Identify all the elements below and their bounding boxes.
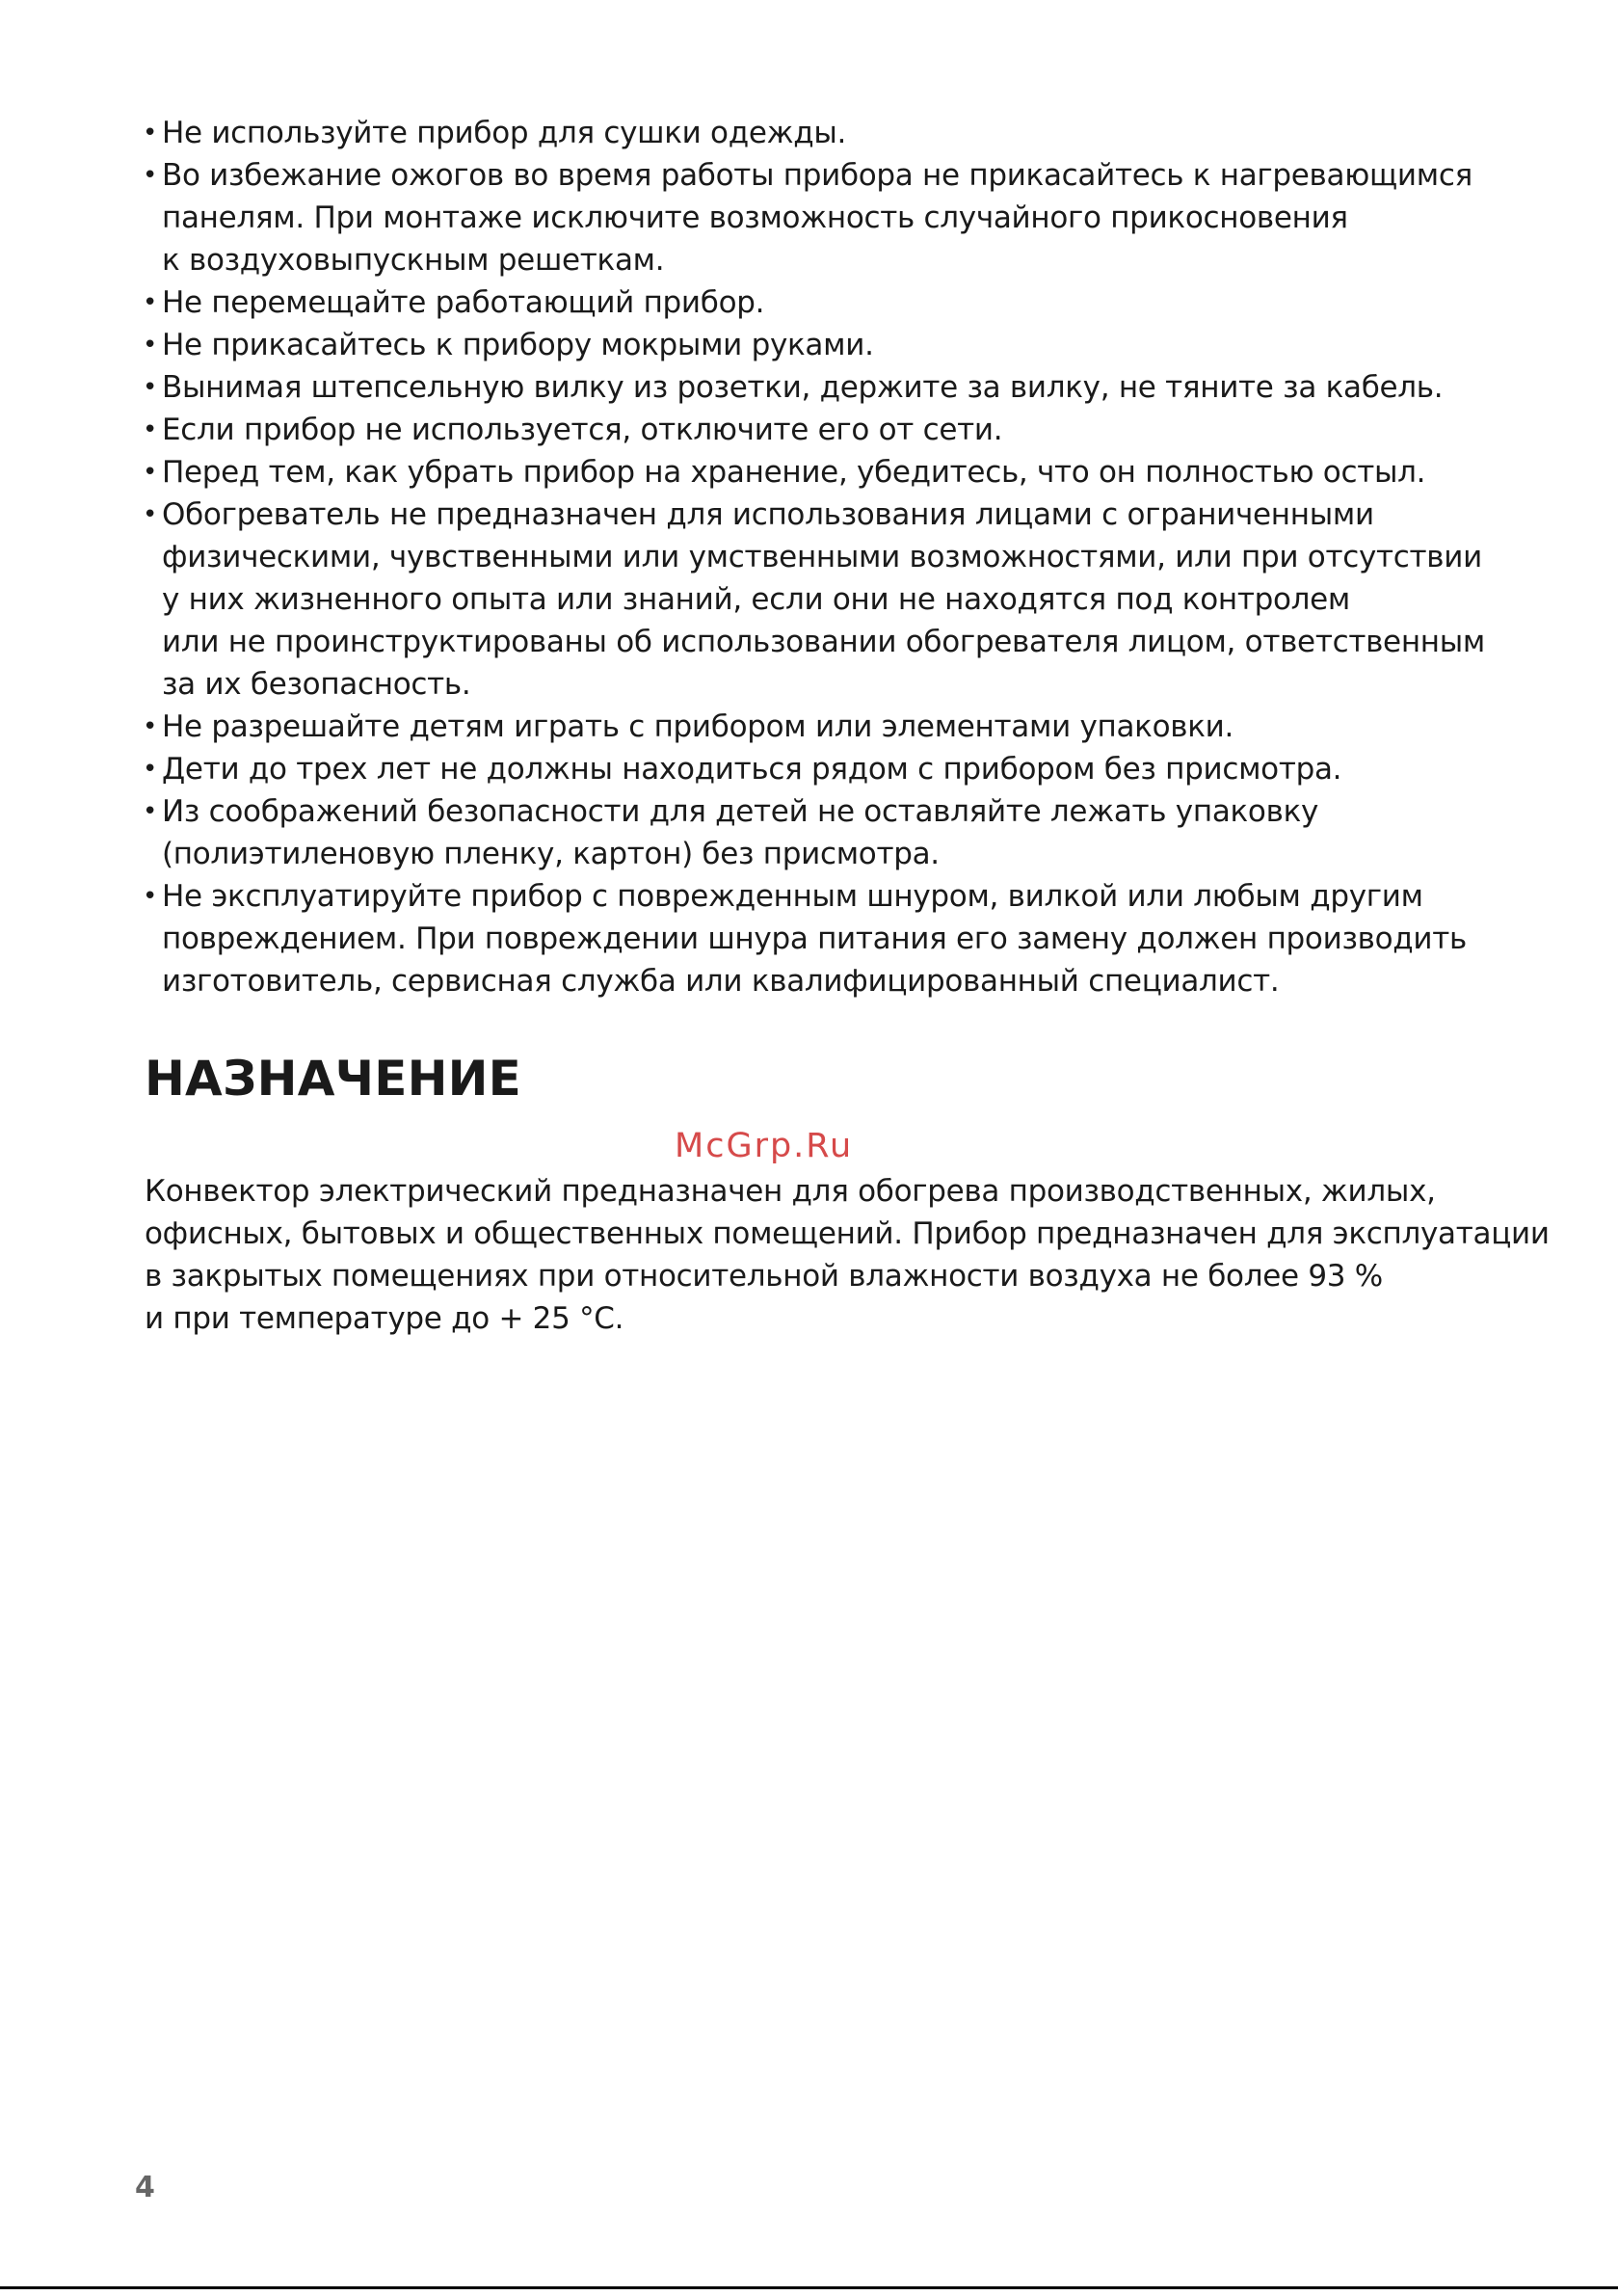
list-item-line: Не эксплуатируйте прибор с поврежденным шнуром, вилкой или любым другим bbox=[162, 879, 1423, 914]
bullet-icon: • bbox=[143, 331, 158, 360]
paragraph-line: и при температуре до + 25 °C. bbox=[145, 1301, 624, 1336]
list-item bbox=[143, 451, 1511, 494]
list-item-line: к воздуховыпускным решеткам. bbox=[162, 243, 665, 278]
bullet-icon: • bbox=[143, 712, 158, 741]
list-item-line: Во избежание ожогов во время работы прибора не прикасайтесь к нагревающимся bbox=[162, 158, 1472, 193]
list-item-line: Не используйте прибор для сушки одежды. bbox=[162, 116, 847, 150]
section-title: НАЗНАЧЕНИЕ bbox=[145, 1051, 522, 1107]
list-item bbox=[143, 790, 1511, 875]
bullet-icon: • bbox=[143, 882, 158, 911]
list-item-line: изготовитель, сервисная служба или квалифицированный специалист. bbox=[162, 964, 1280, 999]
list-item bbox=[143, 366, 1511, 409]
list-item bbox=[143, 409, 1511, 451]
list-item-line: Перед тем, как убрать прибор на хранение, убедитесь, что он полностью остыл. bbox=[162, 455, 1426, 490]
list-item bbox=[143, 154, 1511, 281]
bullet-icon: • bbox=[143, 161, 158, 190]
list-item-line: у них жизненного опыта или знаний, если они не находятся под контролем bbox=[162, 582, 1351, 617]
list-item bbox=[143, 875, 1511, 1002]
list-item bbox=[143, 494, 1511, 706]
list-item-line: Вынимая штепсельную вилку из розетки, держите за вилку, не тяните за кабель. bbox=[162, 370, 1444, 405]
bullet-icon: • bbox=[143, 119, 158, 147]
bullet-icon: • bbox=[143, 500, 158, 529]
list-item-line: Не прикасайтесь к прибору мокрыми руками. bbox=[162, 328, 874, 362]
bullet-icon: • bbox=[143, 415, 158, 444]
list-item bbox=[143, 281, 1511, 324]
list-item-line: Не перемещайте работающий прибор. bbox=[162, 285, 765, 320]
bullet-icon: • bbox=[143, 755, 158, 784]
paragraph-line: офисных, бытовых и общественных помещений. Прибор предназначен для эксплуатации bbox=[145, 1216, 1550, 1251]
list-item-line: повреждением. При повреждении шнура питания его замену должен производить bbox=[162, 921, 1467, 956]
paragraph-line: в закрытых помещениях при относительной влажности воздуха не более 93 % bbox=[145, 1259, 1383, 1294]
list-item-line: за их безопасность. bbox=[162, 667, 471, 702]
bullet-icon: • bbox=[143, 288, 158, 317]
list-item-line: или не проинструктированы об использовании обогревателя лицом, ответственным bbox=[162, 625, 1486, 659]
list-item-line: панелям. При монтаже исключите возможность случайного прикосновения bbox=[162, 200, 1348, 235]
page-number: 4 bbox=[135, 2171, 155, 2204]
bottom-rule bbox=[0, 2286, 1618, 2289]
list-item-line: Обогреватель не предназначен для использования лицами с ограниченными bbox=[162, 497, 1374, 532]
list-item-line: Дети до трех лет не должны находиться рядом с прибором без присмотра. bbox=[162, 752, 1342, 787]
list-item-line: физическими, чувственными или умственными возможностями, или при отсутствии bbox=[162, 540, 1482, 574]
list-item bbox=[143, 112, 1511, 154]
list-item-line: Из соображений безопасности для детей не оставляйте лежать упаковку bbox=[162, 794, 1319, 829]
purpose-paragraph bbox=[145, 1170, 1550, 1340]
list-item-line: Не разрешайте детям играть с прибором или элементами упаковки. bbox=[162, 709, 1234, 744]
watermark-link[interactable]: McGrp.Ru bbox=[675, 1127, 854, 1165]
list-item-line: (полиэтиленовую пленку, картон) без присмотра. bbox=[162, 837, 940, 871]
list-item-line: Если прибор не используется, отключите его от сети. bbox=[162, 413, 1003, 447]
bullet-icon: • bbox=[143, 458, 158, 487]
bullet-icon: • bbox=[143, 373, 158, 402]
list-item bbox=[143, 748, 1511, 790]
list-item bbox=[143, 706, 1511, 748]
paragraph-line: Конвектор электрический предназначен для обогрева производственных, жилых, bbox=[145, 1174, 1436, 1209]
safety-instructions-list bbox=[143, 112, 1511, 1002]
bullet-icon: • bbox=[143, 797, 158, 826]
list-item bbox=[143, 324, 1511, 366]
